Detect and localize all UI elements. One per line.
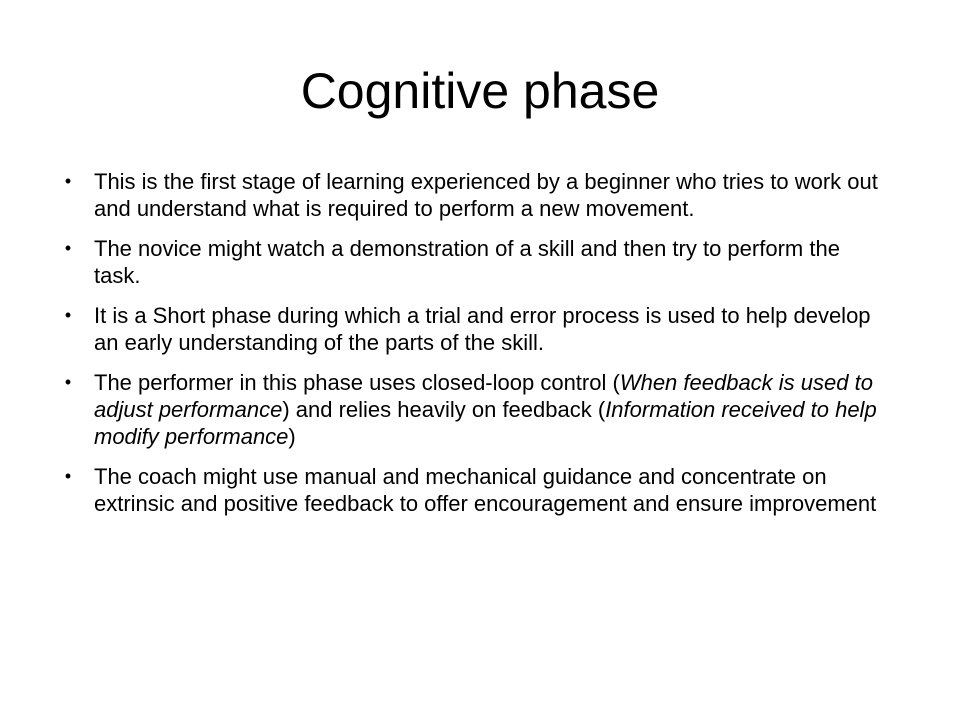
bullet-text [94,464,876,516]
bullet-dot-icon: • [64,238,72,258]
bullet-item-5 [58,463,888,517]
text-segment: ) and relies heavily on feedback ( [282,397,606,422]
bullet-dot-icon: • [64,305,72,325]
text-segment: This is the first stage of learning experienced by a beginner who tries to work out and understand what is required to perform a new movement. [94,169,878,221]
text-segment: The coach might use manual and mechanical guidance and concentrate on extrinsic and positive feedback to offer encouragement and ensure improvement [94,464,877,516]
bullet-item-2 [58,235,888,289]
bullet-item-1 [58,168,888,222]
text-segment: ) [288,424,296,449]
slide-title: Cognitive phase [300,63,660,119]
text-segment: The performer in this phase uses closed-loop control ( [94,370,620,395]
bullet-dot-icon: • [64,466,72,486]
definition-italic: When feedback is used to adjust performance [94,370,873,422]
text-segment: It is a Short phase during which a trial and error process is used to help develop an early understanding of the parts of the skill. [94,303,871,355]
bullet-text [94,169,878,221]
bullet-dot-icon: • [64,171,72,191]
bullet-text [94,303,871,355]
bullet-item-3 [58,302,888,356]
bullet-text [94,236,840,288]
bullet-item-4 [58,369,888,450]
bullet-dot-icon: • [64,372,72,392]
definition-italic: Information received to help modify performance [94,397,877,449]
bullet-list [58,168,888,530]
bullet-text [94,370,877,449]
text-segment: The novice might watch a demonstration of a skill and then try to perform the task. [94,236,840,288]
